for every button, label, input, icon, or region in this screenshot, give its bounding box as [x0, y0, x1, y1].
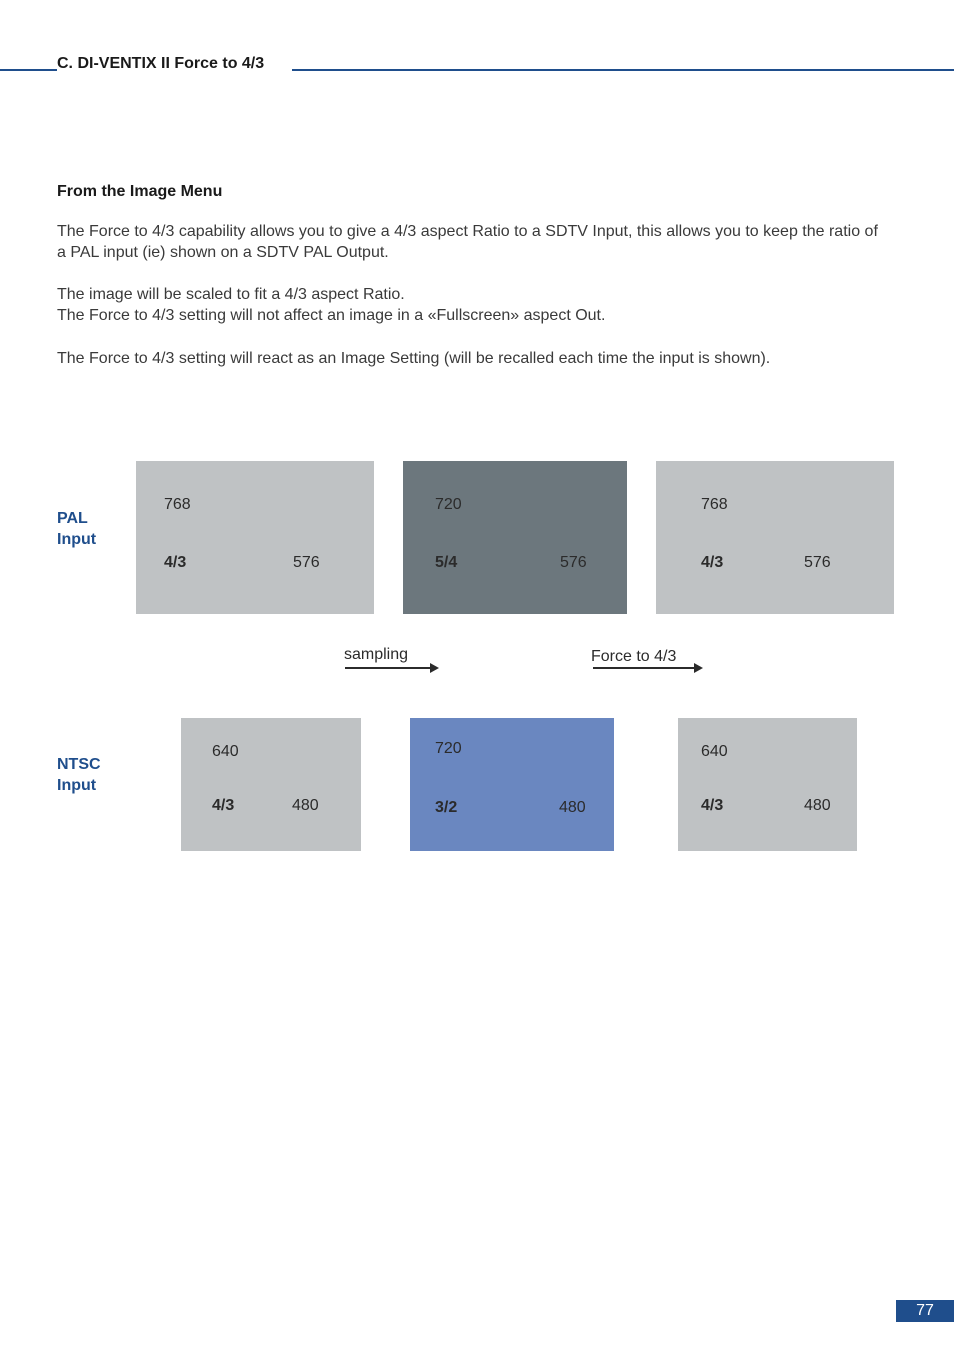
pal-forced-box: [656, 461, 894, 614]
paragraph-fullscreen: The Force to 4/3 setting will not affect an image in a «Fullscreen» aspect Out.: [57, 307, 606, 324]
pal-label-line1: PAL: [57, 510, 88, 527]
pal-sampled-ratio: 5/4: [435, 554, 458, 571]
section-title: C. DI-VENTIX II Force to 4/3: [57, 55, 265, 72]
ntsc-forced-ratio: 4/3: [701, 797, 724, 814]
ntsc-label-line2: Input: [57, 777, 97, 794]
pal-forced-width: 768: [701, 496, 728, 513]
pal-source-height: 576: [293, 554, 320, 571]
pal-forced-ratio: 4/3: [701, 554, 724, 571]
page-number: 77: [896, 1300, 954, 1322]
pal-sampled-box: [403, 461, 627, 614]
pal-label-line2: Input: [57, 531, 97, 548]
paragraph-intro: The Force to 4/3 capability allows you to give a 4/3 aspect Ratio to a SDTV Input, this allows you to keep the ratio of a PAL input (ie) shown on a SDTV PAL Output.: [57, 223, 878, 261]
ntsc-forced-height: 480: [804, 797, 831, 814]
pal-forced-height: 576: [804, 554, 831, 571]
ntsc-sampled-box: [410, 718, 614, 851]
force-label: Force to 4/3: [591, 648, 677, 665]
ntsc-sampled-height: 480: [559, 799, 586, 816]
pal-input-label: [57, 508, 96, 550]
pal-sampled-height: 576: [560, 554, 587, 571]
pal-sampled-width: 720: [435, 496, 462, 513]
ntsc-sampled-width: 720: [435, 740, 462, 757]
ntsc-input-label: [57, 754, 101, 796]
subheading: From the Image Menu: [57, 183, 223, 200]
pal-source-ratio: 4/3: [164, 554, 187, 571]
ntsc-source-box: [181, 718, 361, 851]
force-arrow: [593, 667, 701, 669]
ntsc-forced-box: [678, 718, 857, 851]
ntsc-source-width: 640: [212, 743, 239, 760]
pal-source-width: 768: [164, 496, 191, 513]
paragraph-image-setting: The Force to 4/3 setting will react as an Image Setting (will be recalled each time the input is shown).: [57, 350, 771, 367]
pal-source-box: [136, 461, 374, 614]
ntsc-label-line1: NTSC: [57, 756, 101, 773]
header-rule-right: [292, 69, 954, 71]
paragraph-scaled: The image will be scaled to fit a 4/3 aspect Ratio.: [57, 286, 405, 303]
ntsc-forced-width: 640: [701, 743, 728, 760]
ntsc-sampled-ratio: 3/2: [435, 799, 458, 816]
header-rule-left: [0, 69, 57, 71]
ntsc-source-height: 480: [292, 797, 319, 814]
sampling-arrow: [345, 667, 437, 669]
ntsc-source-ratio: 4/3: [212, 797, 235, 814]
sampling-label: sampling: [344, 646, 409, 663]
